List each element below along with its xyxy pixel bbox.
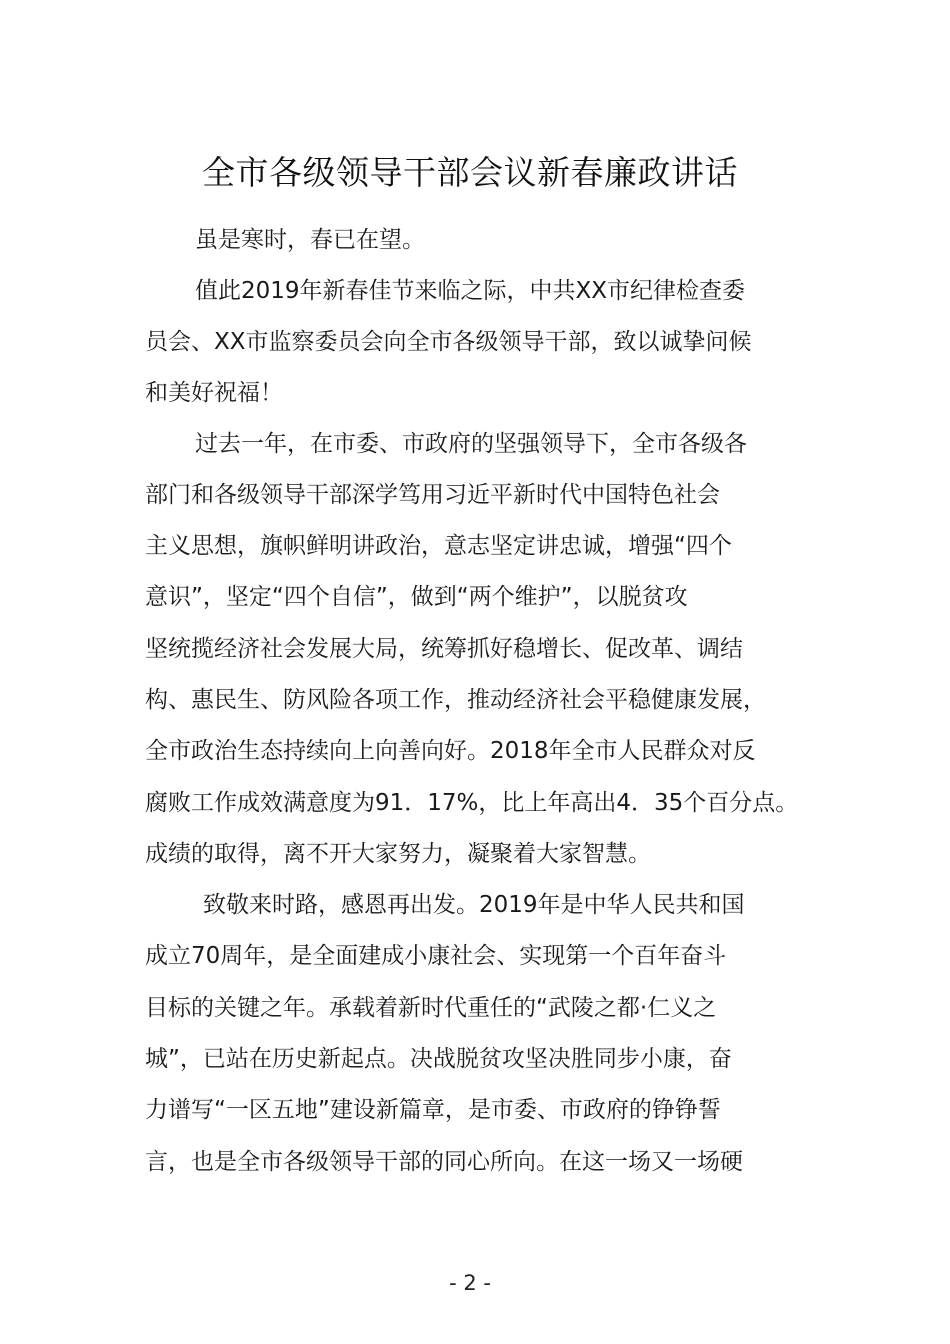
paragraph-line: 主义思想，旗帜鲜明讲政治，意志坚定讲忠诚，增强“四个 bbox=[145, 533, 732, 559]
paragraph-line: 构、惠民生、防风险各项工作，推动经济社会平稳健康发展， bbox=[145, 687, 766, 713]
page-number: - 2 - bbox=[449, 1271, 491, 1295]
paragraph-line: 力谱写“一区五地”建设新篇章，是市委、市政府的铮铮誓 bbox=[145, 1097, 721, 1123]
paragraph-line: 部门和各级领导干部深学笃用习近平新时代中国特色社会 bbox=[145, 482, 720, 508]
paragraph-line: 值此2019年新春佳节来临之际，中共XX市纪律检查委 bbox=[195, 278, 746, 304]
paragraph-line: 全市政治生态持续向上向善向好。2018年全市人民群众对反 bbox=[145, 738, 756, 764]
paragraph-line: 目标的关键之年。承载着新时代重任的“武陵之都·仁义之 bbox=[145, 995, 717, 1021]
paragraph-line: 成绩的取得，离不开大家努力，凝聚着大家智慧。 bbox=[145, 841, 651, 867]
paragraph-line: 言，也是全市各级领导干部的同心所向。在这一场又一场硬 bbox=[145, 1149, 743, 1175]
paragraph-line: 城”，已站在历史新起点。决战脱贫攻坚决胜同步小康，奋 bbox=[145, 1046, 732, 1072]
paragraph-line: 坚统揽经济社会发展大局，统筹抓好稳增长、促改革、调结 bbox=[145, 636, 743, 662]
paragraph-line: 致敬来时路，感恩再出发。2019年是中华人民共和国 bbox=[203, 892, 745, 918]
paragraph-line: 虽是寒时，春已在望。 bbox=[195, 227, 425, 253]
document-title: 全市各级领导干部会议新春廉政讲话 bbox=[202, 153, 738, 192]
paragraph-line: 意识”，坚定“四个自信”，做到“两个维护”，以脱贫攻 bbox=[145, 584, 688, 610]
paragraph-line: 过去一年，在市委、市政府的坚强领导下，全市各级各 bbox=[195, 431, 747, 457]
paragraph-line: 和美好祝福！ bbox=[145, 380, 283, 406]
paragraph-line: 员会、XX市监察委员会向全市各级领导干部，致以诚挚问候 bbox=[145, 329, 752, 355]
paragraph-line: 成立70周年，是全面建成小康社会、实现第一个百年奋斗 bbox=[145, 943, 727, 969]
paragraph-line: 腐败工作成效满意度为91．17%，比上年高出4．35个百分点。 bbox=[145, 790, 799, 816]
